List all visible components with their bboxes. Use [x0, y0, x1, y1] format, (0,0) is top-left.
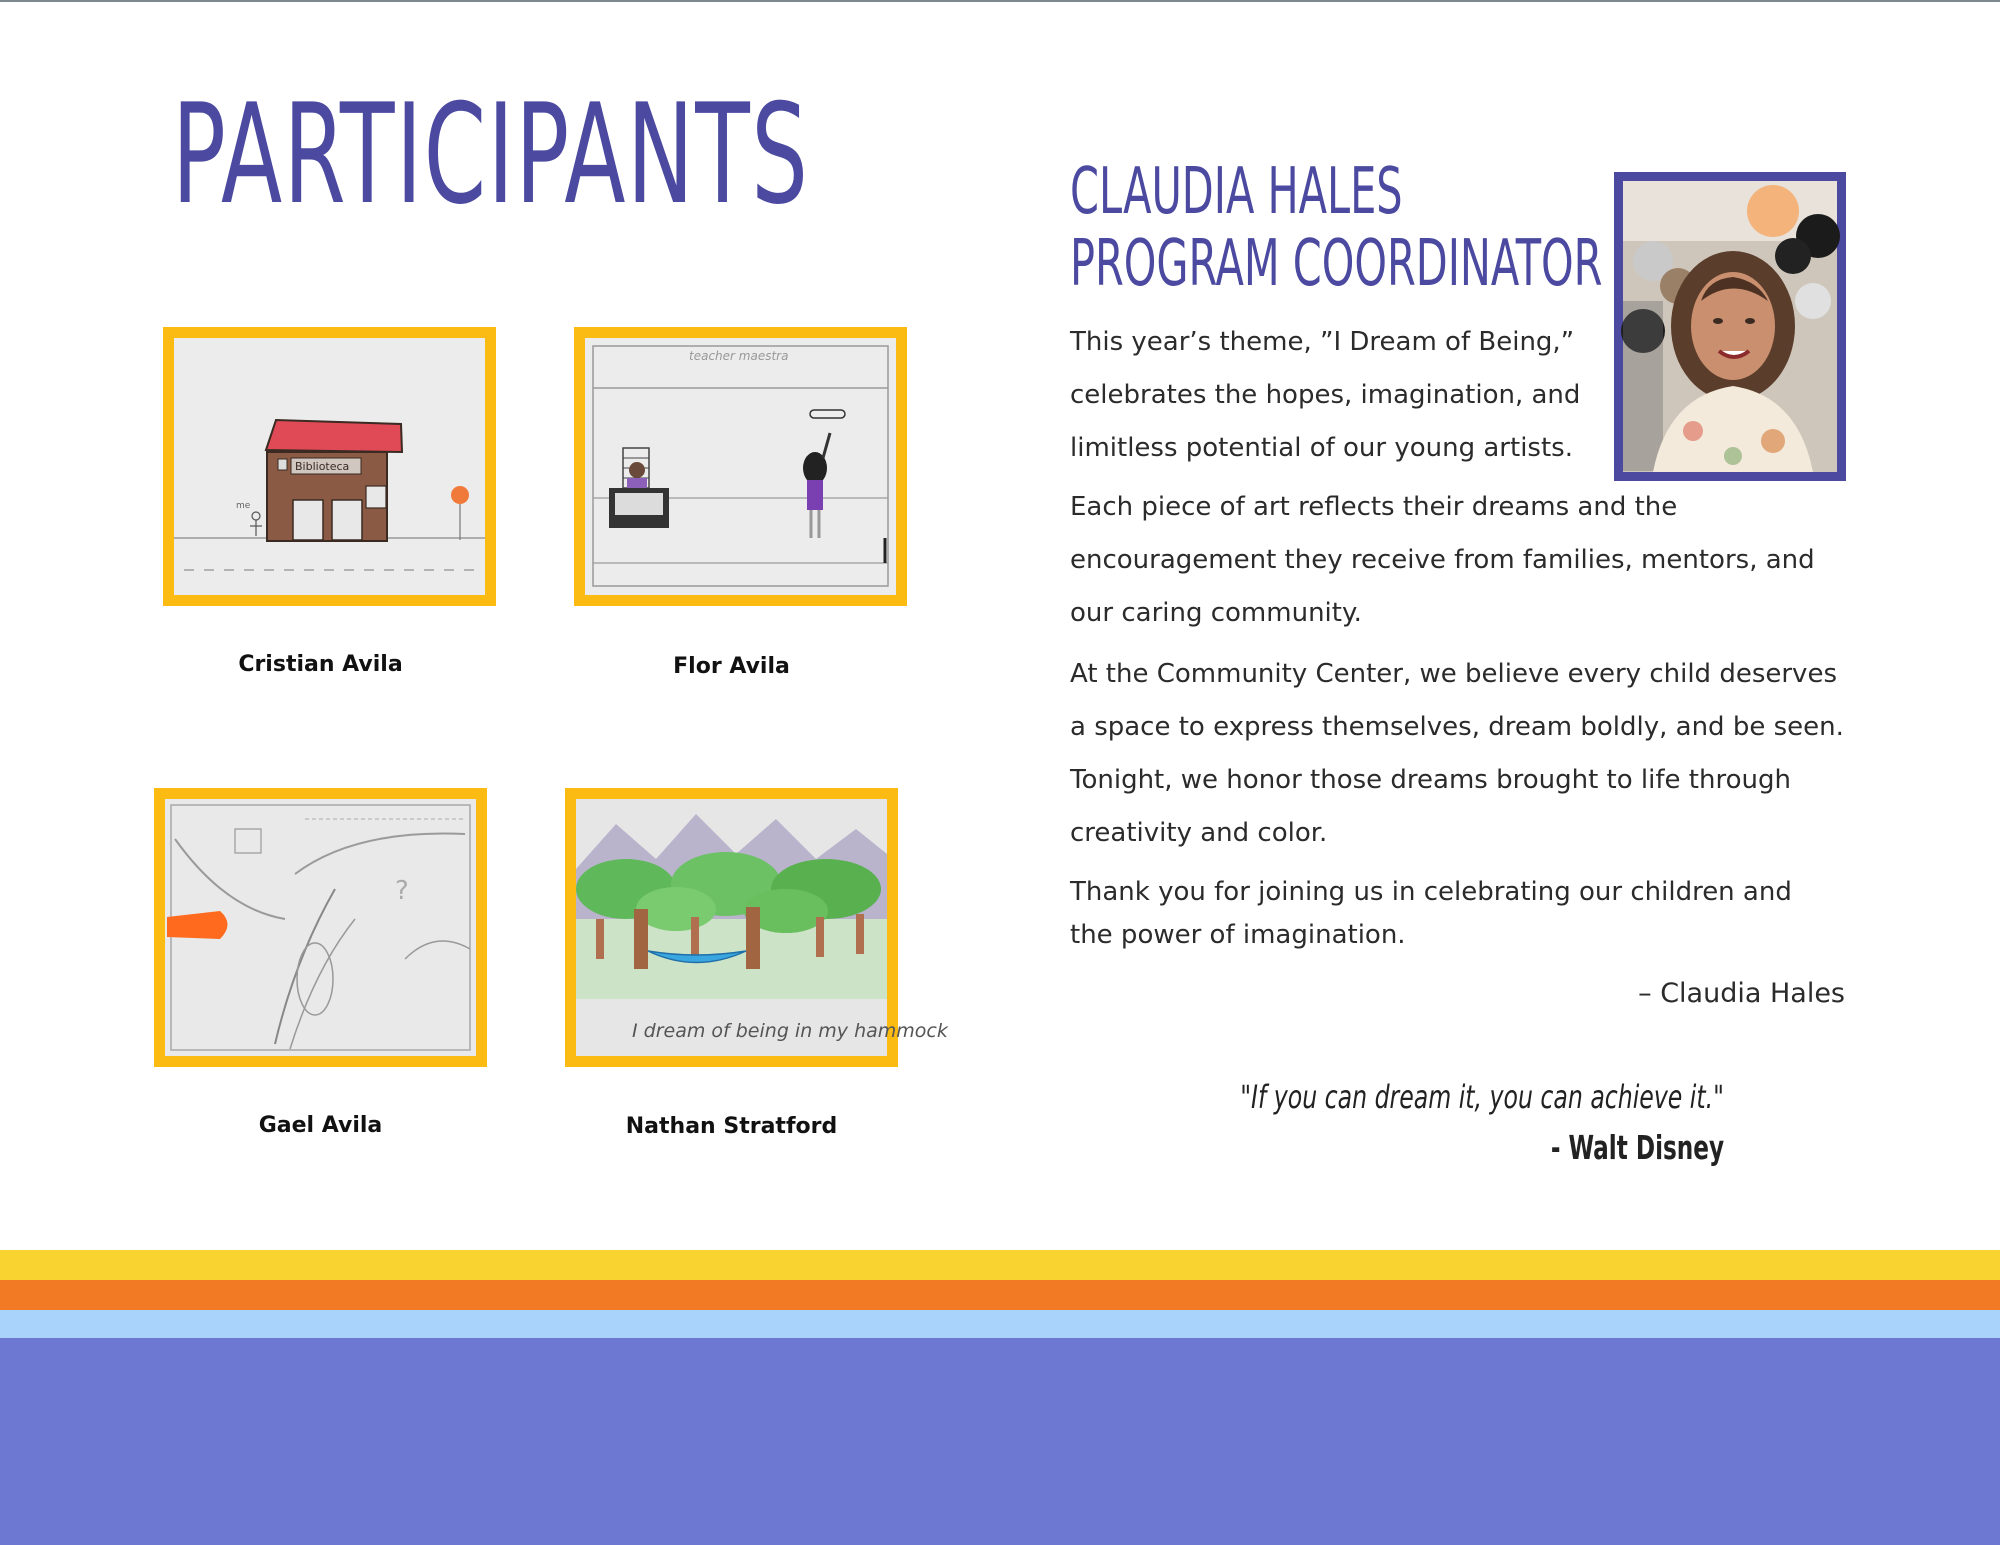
- footer-band-periwinkle: [0, 1338, 2000, 1545]
- message-line: Tonight, we honor those dreams brought to life through: [1070, 765, 1791, 795]
- artwork-image-hammock: [576, 799, 948, 1056]
- message-line: This year’s theme, ”I Dream of Being,”: [1070, 327, 1575, 357]
- artwork-image-classroom: [585, 338, 896, 595]
- coordinator-name: CLAUDIA HALES: [1070, 155, 1403, 229]
- message-line: encouragement they receive from families, mentors, and: [1070, 545, 1815, 575]
- message-line: At the Community Center, we believe every child deserves: [1070, 659, 1837, 689]
- message-line: Thank you for joining us in celebrating our children and: [1070, 877, 1792, 907]
- artwork-frame-2: [574, 327, 907, 606]
- page-title: PARTICIPANTS: [172, 74, 810, 235]
- quote-text: "If you can dream it, you can achieve it.": [1240, 1078, 1724, 1116]
- coordinator-role: PROGRAM COORDINATOR: [1070, 227, 1603, 301]
- quote-author: - Walt Disney: [1550, 1128, 1724, 1167]
- svg-text:?: ?: [395, 876, 409, 906]
- library-sign-text: Biblioteca: [295, 460, 350, 473]
- message-paragraph-2: [1070, 481, 1815, 640]
- message-paragraph-4: [1070, 871, 1792, 957]
- footer-band-light-blue: [0, 1310, 2000, 1338]
- artwork-frame-1: [163, 327, 496, 606]
- artwork-frame-4: [565, 788, 948, 1067]
- artwork-frame-3: [154, 788, 487, 1067]
- message-line: Each piece of art reflects their dreams and the: [1070, 492, 1678, 522]
- artwork-image-library: [174, 338, 485, 595]
- message-line: our caring community.: [1070, 598, 1362, 628]
- message-line: celebrates the hopes, imagination, and: [1070, 380, 1581, 410]
- footer-band-yellow: [0, 1250, 2000, 1280]
- footer-band-orange: [0, 1280, 2000, 1310]
- artist-name-2: Flor Avila: [673, 654, 790, 679]
- top-rule: [0, 0, 2000, 2]
- artwork-note: me: [236, 501, 251, 511]
- message-line: the power of imagination.: [1070, 920, 1406, 950]
- coordinator-photo-frame: [1614, 172, 1846, 481]
- message-line: limitless potential of our young artists.: [1070, 433, 1573, 463]
- artwork-note: teacher maestra: [689, 349, 789, 363]
- artist-name-3: Gael Avila: [258, 1113, 383, 1138]
- signoff: – Claudia Hales: [1638, 978, 1845, 1009]
- message-paragraph-1: [1070, 316, 1580, 475]
- coordinator-heading: [1070, 156, 1602, 300]
- artwork-image-sketch: [165, 799, 476, 1056]
- hammock-caption: I dream of being in my hammock: [632, 1020, 948, 1042]
- artist-name-1: Cristian Avila: [238, 652, 403, 677]
- artist-name-4: Nathan Stratford: [625, 1114, 838, 1139]
- message-line: creativity and color.: [1070, 818, 1328, 848]
- message-line: a space to express themselves, dream boldly, and be seen.: [1070, 712, 1844, 742]
- message-paragraph-3: [1070, 648, 1844, 860]
- coordinator-photo: [1623, 181, 1837, 472]
